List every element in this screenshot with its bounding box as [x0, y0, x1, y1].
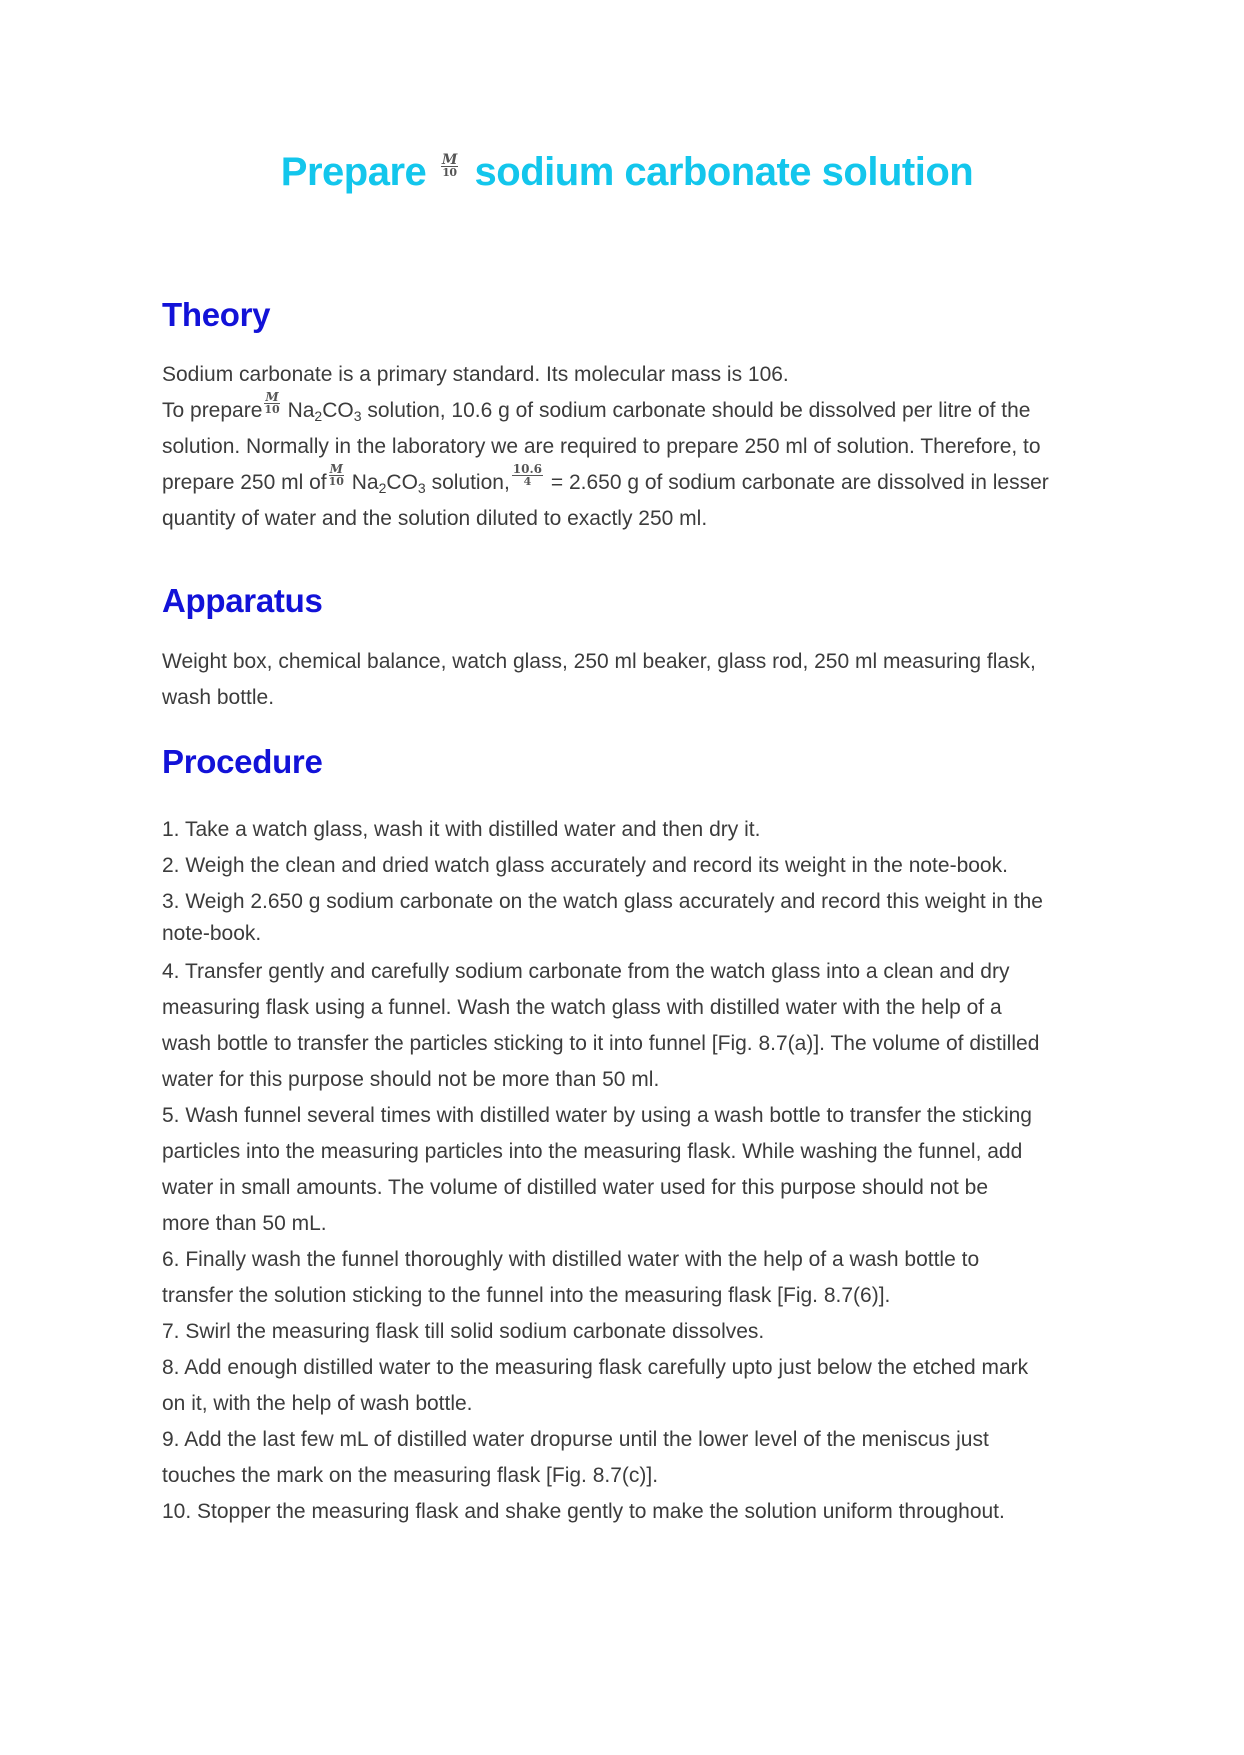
subscript: 3 [353, 408, 362, 424]
text-run: To prepare [162, 399, 263, 422]
subscript: 3 [417, 480, 426, 496]
fraction-denominator: 4 [523, 474, 532, 488]
text-run: CO [386, 471, 418, 494]
page-title [162, 150, 1092, 195]
text-run: CO [322, 399, 354, 422]
step-line: 5. Wash funnel several times with distilled water by using a wash bottle to transfer the sticking [162, 1104, 1032, 1127]
step-line: 2. Weigh the clean and dried watch glass accurately and record its weight in the note-book. [162, 854, 1008, 877]
procedure-heading: Procedure [162, 743, 323, 780]
procedure-step [162, 1098, 1092, 1242]
apparatus-heading: Apparatus [162, 582, 323, 619]
fraction-numerator: M [329, 461, 343, 476]
text-run: Na [287, 399, 315, 422]
procedure-step [162, 1242, 1092, 1314]
theory-paragraph [162, 357, 1092, 537]
fraction-numerator: 10.6 [512, 461, 543, 476]
step-line: 8. Add enough distilled water to the measuring flask carefully upto just below the etched mark [162, 1356, 1029, 1379]
apparatus-line: Weight box, chemical balance, watch glass, 250 ml beaker, glass rod, 250 ml measuring flask, [162, 650, 1036, 673]
fraction-numerator: M [265, 389, 279, 404]
step-line: touches the mark on the measuring flask [Fig. 8.7(c)]. [162, 1464, 659, 1487]
step-line: 3. Weigh 2.650 g sodium carbonate on the watch glass accurately and record this weight in the [162, 890, 1043, 913]
step-line: particles into the measuring particles into the measuring flask. While washing the funnel, add [162, 1140, 1023, 1163]
step-line: water in small amounts. The volume of distilled water used for this purpose should not be [162, 1176, 989, 1199]
fraction [512, 463, 543, 488]
fraction-numerator: M [441, 151, 457, 168]
text-run: solution, [431, 471, 510, 494]
step-line: note-book. [162, 922, 262, 945]
step-line: wash bottle to transfer the particles sticking to it into funnel [Fig. 8.7(a)]. The volume of distilled [162, 1032, 1040, 1055]
step-line: 6. Finally wash the funnel thoroughly with distilled water with the help of a wash bottle to [162, 1248, 980, 1271]
step-line: measuring flask using a funnel. Wash the watch glass with distilled water with the help of a [162, 996, 1002, 1019]
theory-heading: Theory [162, 296, 271, 333]
procedure-list [162, 812, 1092, 1530]
title-suffix: sodium carbonate solution [474, 150, 974, 194]
subscript: 2 [378, 480, 387, 496]
step-line: 10. Stopper the measuring flask and shake gently to make the solution uniform throughout. [162, 1500, 1005, 1523]
procedure-step [162, 1350, 1092, 1422]
step-line: on it, with the help of wash bottle. [162, 1392, 473, 1415]
procedure-step [162, 884, 1092, 948]
text-run: solution, 10.6 g of sodium carbonate should be dissolved per litre of the [367, 399, 1031, 422]
subscript: 2 [314, 408, 323, 424]
theory-line [162, 389, 1092, 429]
procedure-step [162, 1314, 1092, 1350]
step-line: 7. Swirl the measuring flask till solid sodium carbonate dissolves. [162, 1320, 765, 1343]
theory-line [162, 461, 1092, 501]
fraction [329, 463, 344, 488]
text-run: = 2.650 g of sodium carbonate are dissolved in lesser [550, 471, 1049, 494]
text-run: Na [351, 471, 379, 494]
text-run: prepare 250 ml of [162, 471, 327, 494]
procedure-step [162, 848, 1092, 884]
theory-line: Sodium carbonate is a primary standard. Its molecular mass is 106. [162, 363, 789, 386]
step-line: 1. Take a watch glass, wash it with distilled water and then dry it. [162, 818, 761, 841]
procedure-step [162, 1422, 1092, 1494]
title-fraction [441, 151, 458, 179]
fraction-denominator: 10 [264, 402, 280, 416]
fraction-denominator: 10 [328, 474, 344, 488]
step-line: transfer the solution sticking to the funnel into the measuring flask [Fig. 8.7(6)]. [162, 1284, 891, 1307]
fraction [264, 391, 279, 416]
step-line: 4. Transfer gently and carefully sodium carbonate from the watch glass into a clean and dry [162, 960, 1010, 983]
apparatus-line: wash bottle. [162, 686, 275, 709]
step-line: more than 50 mL. [162, 1212, 327, 1235]
step-line: 9. Add the last few mL of distilled water dropurse until the lower level of the meniscus just [162, 1428, 989, 1451]
apparatus-paragraph [162, 644, 1092, 716]
fraction-denominator: 10 [442, 165, 457, 179]
theory-line: quantity of water and the solution diluted to exactly 250 ml. [162, 507, 708, 530]
step-line: water for this purpose should not be more than 50 ml. [162, 1068, 660, 1091]
procedure-step [162, 1494, 1092, 1530]
procedure-step [162, 812, 1092, 848]
theory-line: solution. Normally in the laboratory we are required to prepare 250 ml of solution. Therefore, to [162, 435, 1041, 458]
title-prefix: Prepare [280, 150, 427, 194]
procedure-step [162, 954, 1092, 1098]
